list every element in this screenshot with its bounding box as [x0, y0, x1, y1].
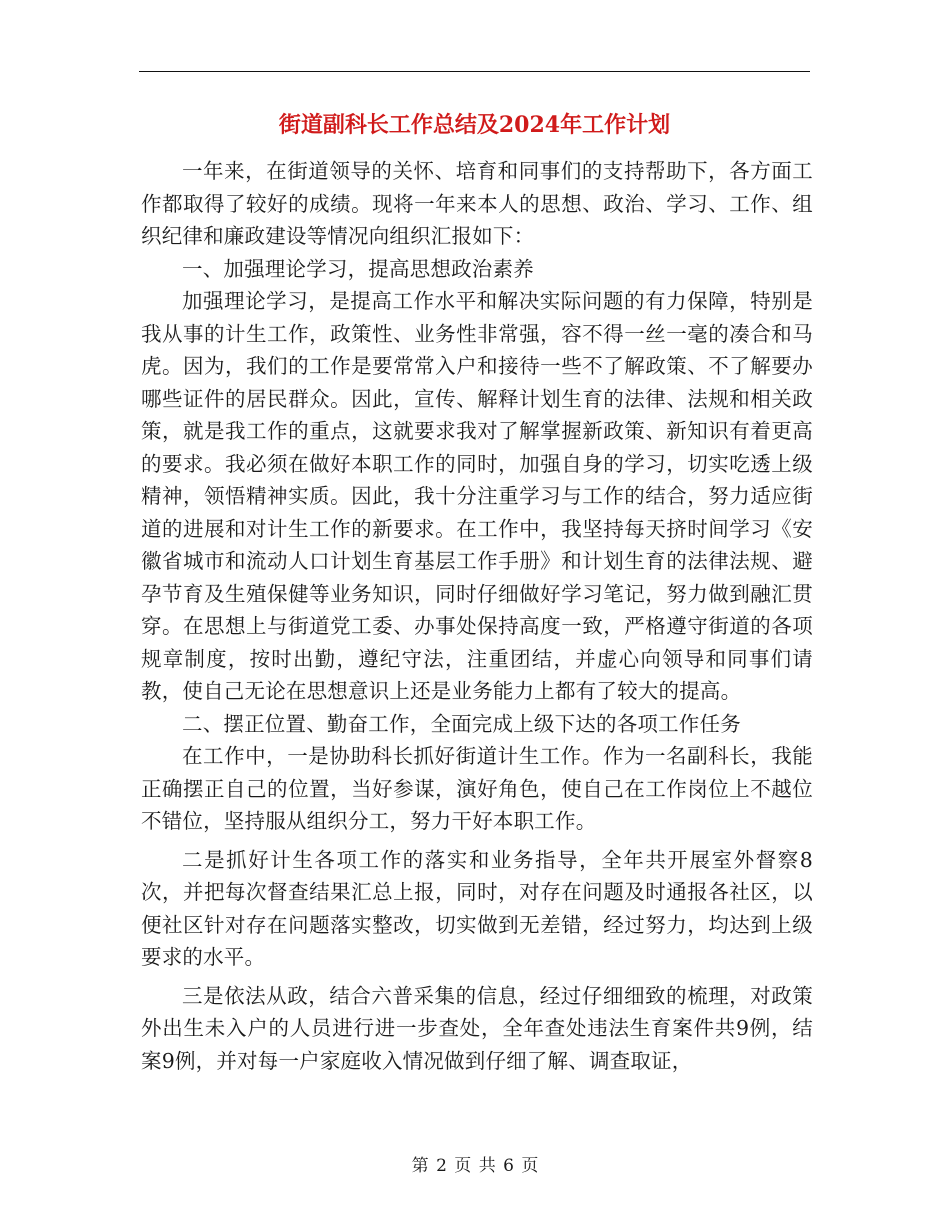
header-rule	[139, 71, 810, 72]
document-title: 街道副科长工作总结及2024年工作计划	[278, 112, 671, 138]
page-number-footer: 第 2 页 共 6 页	[411, 1156, 539, 1176]
intro-paragraph: 一年来，在街道领导的关怀、培育和同事们的支持帮助下，各方面工作都取得了较好的成绩。现将一年来本人的思想、政治、学习、工作、组织纪律和廉政建设等情况向组织汇报如下：	[141, 159, 813, 248]
section-heading-2: 二、摆正位置、勤奋工作，全面完成上级下达的各项工作任务	[182, 711, 741, 736]
body-paragraph: 三是依法从政，结合六普采集的信息，经过仔细细致的梳理，对政策外出生未入户的人员进行进一步查处，全年查处违法生育案件共9例，结案9例，并对每一户家庭收入情况做到仔细了解、调查取证，	[141, 983, 813, 1073]
section-heading-1: 一、加强理论学习，提高思想政治素养	[182, 256, 534, 281]
document-body	[141, 155, 813, 1077]
body-paragraph: 在工作中，一是协助科长抓好街道计生工作。作为一名副科长，我能正确摆正自己的位置，当好参谋，演好角色，使自己在工作岗位上不越位不错位，坚持服从组织分工，努力干好本职工作。	[141, 744, 813, 833]
body-paragraph: 二是抓好计生各项工作的落实和业务指导，全年共开展室外督察8次，并把每次督查结果汇总上报，同时，对存在问题及时通报各社区，以便社区针对存在问题落实整改，切实做到无差错，经过努力，均达到上级要求的水平。	[141, 847, 813, 969]
body-paragraph: 加强理论学习，是提高工作水平和解决实际问题的有力保障，特别是我从事的计生工作，政策性、业务性非常强，容不得一丝一毫的凑合和马虎。因为，我们的工作是要常常入户和接待一些不了解政策、不了解要办哪些证件的居民群众。因此，宣传、解释计划生育的法律、法规和相关政策，就是我工作的重点，这就要求我对了解掌握新政策、新知识有着更高的要求。我必须在做好本职工作的同时，加强自身的学习，切实吃透上级精神，领悟精神实质。因此，我十分注重学习与工作的结合，努力适应街道的进展和对计生工作的新要求。在工作中，我坚持每天挤时间学习《安徽省城市和流动人口计划生育基层工作手册》和计划生育的法律法规、避孕节育及生殖保健等业务知识，同时仔细做好学习笔记，努力做到融汇贯穿。在思想上与街道党工委、办事处保持高度一致，严格遵守街道的各项规章制度，按时出勤，遵纪守法，注重团结，并虚心向领导和同事们请教，使自己无论在思想意识上还是业务能力上都有了较大的提高。	[141, 289, 813, 703]
